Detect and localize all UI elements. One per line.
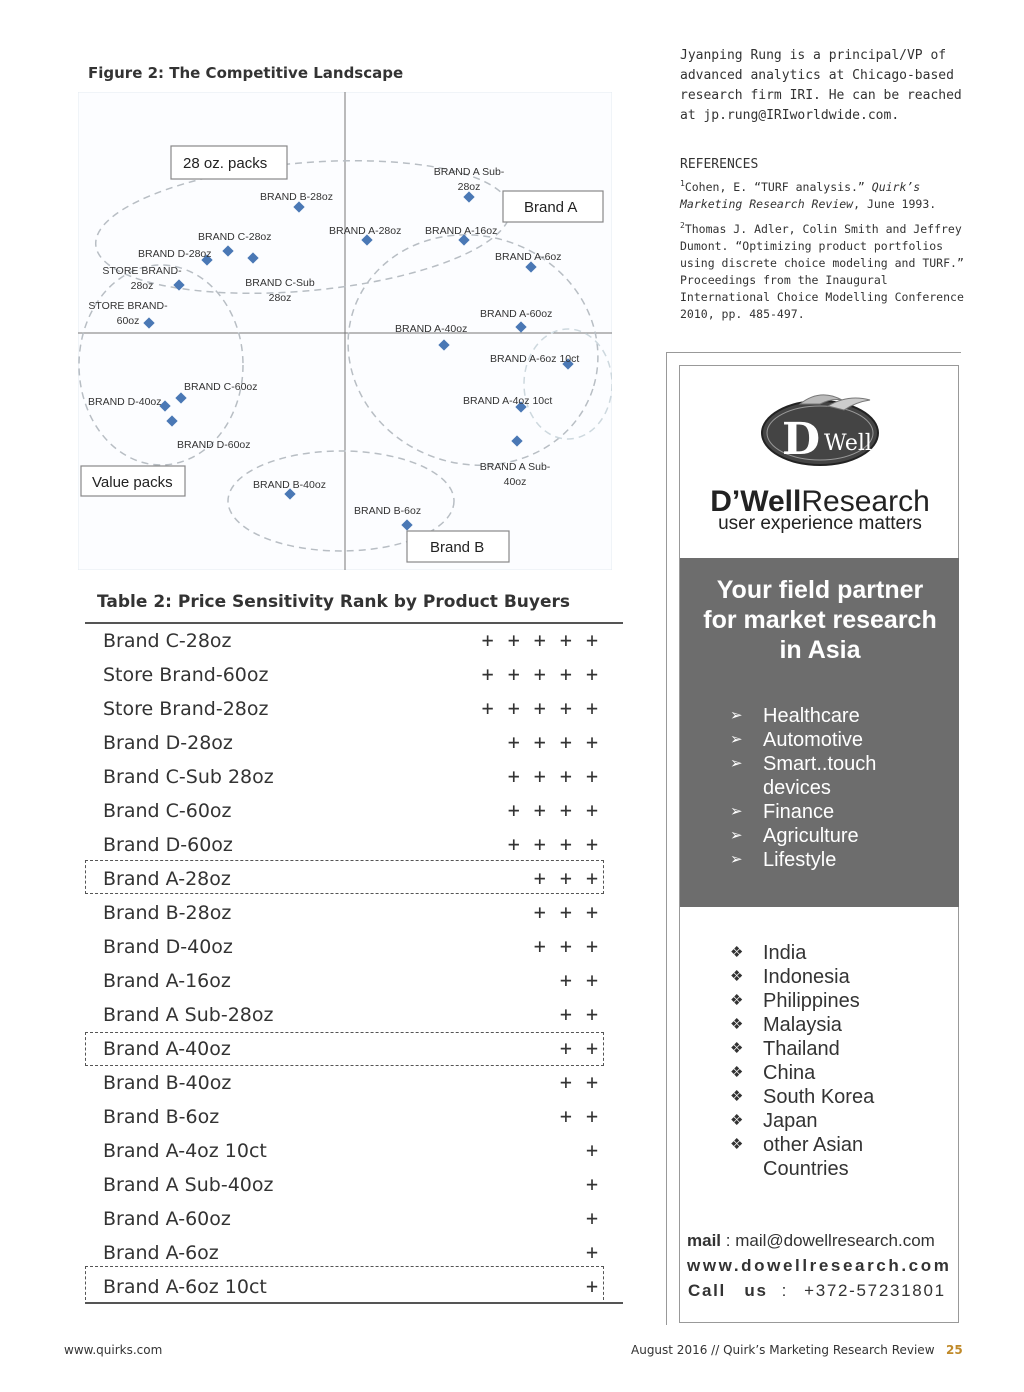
figure-title: Figure 2: The Competitive Landscape bbox=[88, 64, 404, 82]
sensitivity-rank: + bbox=[585, 1274, 599, 1298]
diamond-bullet-icon: ❖ bbox=[730, 1088, 744, 1105]
product-name: Brand A Sub-40oz bbox=[103, 1174, 274, 1196]
diamond-bullet-icon: ❖ bbox=[730, 992, 744, 1009]
product-name: Brand A-6oz 10ct bbox=[103, 1276, 267, 1298]
table-top-rule bbox=[85, 622, 623, 624]
country-item: ❖ Indonesia bbox=[730, 966, 850, 988]
sensitivity-rank: + + + bbox=[533, 866, 599, 890]
table-title: Table 2: Price Sensitivity Rank by Product Buyers bbox=[97, 592, 571, 612]
diamond-bullet-icon: ❖ bbox=[730, 944, 744, 961]
table-row bbox=[85, 1204, 623, 1238]
table-row bbox=[85, 898, 623, 932]
product-name: Store Brand-28oz bbox=[103, 698, 269, 720]
ad-tagline: user experience matters bbox=[718, 513, 922, 534]
sensitivity-rank: + + bbox=[559, 1002, 599, 1026]
ad-countries-list bbox=[730, 941, 893, 1181]
arrow-bullet-icon: ➢ bbox=[730, 827, 743, 844]
point-label: BRAND C-60oz bbox=[184, 381, 258, 393]
product-name: Brand D-40oz bbox=[103, 936, 233, 958]
sector-item: ➢ Agriculture bbox=[730, 825, 859, 847]
product-name: Brand C-60oz bbox=[103, 800, 232, 822]
point-label: BRAND D-60oz bbox=[177, 439, 251, 451]
table-row bbox=[85, 830, 623, 864]
svg-text:Well: Well bbox=[824, 431, 872, 456]
diamond-bullet-icon: ❖ bbox=[730, 1040, 744, 1057]
point-label: BRAND A Sub-40oz bbox=[479, 461, 551, 488]
country-item: ❖ Malaysia bbox=[730, 1014, 842, 1036]
point-label: BRAND D-28oz bbox=[138, 248, 212, 260]
ad-sectors-list bbox=[730, 704, 903, 872]
product-name: Brand B-40oz bbox=[103, 1072, 232, 1094]
point-label: BRAND C-Sub 28oz bbox=[245, 277, 315, 304]
diamond-bullet-icon: ❖ bbox=[730, 1064, 744, 1081]
table-row bbox=[85, 626, 623, 660]
group-label-28oz: 28 oz. packs bbox=[183, 155, 268, 172]
ad-mail: mail@dowellresearch.com bbox=[735, 1231, 935, 1250]
point-label: BRAND A-40oz bbox=[395, 323, 468, 335]
point-label: BRAND C-28oz bbox=[198, 231, 272, 243]
page-number: 25 bbox=[946, 1343, 963, 1357]
sector-item: ➢ Smart..touch devices bbox=[730, 753, 877, 799]
ad-phone-line: Call us : +372-57231801 bbox=[688, 1281, 946, 1300]
country-item: ❖ South Korea bbox=[730, 1086, 875, 1108]
sector-item: ➢ Finance bbox=[730, 801, 835, 823]
footer-issue: August 2016 // Quirk’s Marketing Research Review bbox=[631, 1343, 935, 1357]
sensitivity-rank: + + + bbox=[533, 934, 599, 958]
arrow-bullet-icon: ➢ bbox=[730, 851, 743, 868]
point-label: BRAND A-16oz bbox=[425, 225, 498, 237]
product-name: Store Brand-60oz bbox=[103, 664, 269, 686]
point-label: BRAND B-6oz bbox=[354, 505, 422, 517]
ad-website: www.dowellresearch.com bbox=[687, 1256, 952, 1275]
table-row bbox=[85, 1136, 623, 1170]
arrow-bullet-icon: ➢ bbox=[730, 731, 743, 748]
reference-1: $^1$Cohen, E. “TURF analysis.” Quirk’s Marketing Research Review, June 1993. bbox=[680, 179, 937, 211]
sensitivity-rank: + bbox=[585, 1240, 599, 1264]
reference-2: $^2$Thomas J. Adler, Colin Smith and Jeffrey Dumont. “Optimizing product portfolios using discrete choice modeling and TURF.” Proceedings from the Inaugural International Choice Modelling Conference 2010, pp. 485-497. bbox=[680, 221, 964, 321]
product-name: Brand A-40oz bbox=[103, 1038, 231, 1060]
sensitivity-rank: + + bbox=[559, 1104, 599, 1128]
sensitivity-rank: + + bbox=[559, 968, 599, 992]
sensitivity-rank: + + + + + bbox=[481, 696, 599, 720]
competitive-landscape-figure bbox=[78, 92, 612, 570]
point-label: BRAND A-60oz bbox=[480, 308, 553, 320]
point-label: BRAND A-6oz bbox=[495, 251, 562, 263]
point-label: BRAND A Sub-28oz bbox=[433, 166, 505, 193]
highlight-box-brand-a-40oz bbox=[85, 1032, 604, 1066]
sector-item: ➢ Lifestyle bbox=[730, 849, 837, 871]
product-name: Brand C-28oz bbox=[103, 630, 232, 652]
table-row bbox=[85, 694, 623, 728]
svg-text:D: D bbox=[782, 414, 821, 465]
product-name: Brand D-28oz bbox=[103, 732, 233, 754]
country-item: ❖ China bbox=[730, 1062, 816, 1084]
group-label-brand-a: Brand A bbox=[524, 199, 578, 216]
country-item: ❖ Thailand bbox=[730, 1038, 840, 1060]
sector-item: ➢ Healthcare bbox=[730, 705, 860, 727]
table-row bbox=[85, 1170, 623, 1204]
point-label: STORE BRAND-28oz bbox=[102, 265, 182, 292]
product-name: Brand B-6oz bbox=[103, 1106, 220, 1128]
point-label: BRAND A-28oz bbox=[329, 225, 402, 237]
diamond-bullet-icon: ❖ bbox=[730, 1112, 744, 1129]
country-item: ❖ India bbox=[730, 942, 807, 964]
group-label-brand-b: Brand B bbox=[430, 539, 485, 556]
country-item: ❖ Philippines bbox=[730, 990, 860, 1012]
table-bottom-rule bbox=[85, 1302, 623, 1304]
table-row bbox=[85, 762, 623, 796]
point-label: BRAND B-40oz bbox=[253, 479, 326, 491]
product-name: Brand A-60oz bbox=[103, 1208, 231, 1230]
sensitivity-rank: + + bbox=[559, 1070, 599, 1094]
table-row bbox=[85, 932, 623, 966]
product-name: Brand A-16oz bbox=[103, 970, 231, 992]
ad-brand-name: D’WellResearch bbox=[710, 485, 930, 518]
product-name: Brand A Sub-28oz bbox=[103, 1004, 274, 1026]
product-name: Brand A-6oz bbox=[103, 1242, 219, 1264]
group-label-value: Value packs bbox=[92, 474, 173, 491]
country-item: ❖ Japan bbox=[730, 1110, 818, 1132]
sector-item: ➢ Automotive bbox=[730, 729, 864, 751]
sensitivity-rank: + bbox=[585, 1206, 599, 1230]
sensitivity-rank: + + + + bbox=[507, 798, 599, 822]
point-label: BRAND A-6oz 10ct bbox=[490, 353, 580, 365]
sensitivity-rank: + + + + bbox=[507, 832, 599, 856]
diamond-bullet-icon: ❖ bbox=[730, 1016, 744, 1033]
diamond-bullet-icon: ❖ bbox=[730, 968, 744, 985]
sensitivity-rank: + + + + bbox=[507, 730, 599, 754]
table-row bbox=[85, 660, 623, 694]
table-row bbox=[85, 1000, 623, 1034]
arrow-bullet-icon: ➢ bbox=[730, 803, 743, 820]
ad-headline: Your field partner for market research in Asia bbox=[703, 576, 937, 664]
author-bio: Jyanping Rung is a principal/VP of advanced analytics at Chicago-based research firm IRI. He can be reached at jp.rung@IRIworldwide.com. bbox=[680, 48, 962, 123]
sensitivity-rank: + bbox=[585, 1138, 599, 1162]
table-row bbox=[85, 796, 623, 830]
ad-phone: +372-57231801 bbox=[804, 1281, 946, 1300]
highlight-box-brand-a-6oz-10ct bbox=[85, 1266, 604, 1300]
arrow-bullet-icon: ➢ bbox=[730, 755, 743, 772]
ad-mail-line: mail : mail@dowellresearch.com bbox=[687, 1231, 935, 1250]
product-name: Brand D-60oz bbox=[103, 834, 233, 856]
sensitivity-rank: + + + + bbox=[507, 764, 599, 788]
sensitivity-rank: + + + + + bbox=[481, 662, 599, 686]
sensitivity-rank: + bbox=[585, 1172, 599, 1196]
point-label: BRAND D-40oz bbox=[88, 396, 162, 408]
country-item: ❖ other Asian Countries bbox=[730, 1134, 864, 1180]
sensitivity-rank: + + bbox=[559, 1036, 599, 1060]
product-name: Brand A-28oz bbox=[103, 868, 231, 890]
sensitivity-rank: + + + bbox=[533, 900, 599, 924]
arrow-bullet-icon: ➢ bbox=[730, 707, 743, 724]
point-label: STORE BRAND-60oz bbox=[88, 300, 168, 327]
table-row bbox=[85, 966, 623, 1000]
table-row bbox=[85, 1102, 623, 1136]
diamond-bullet-icon: ❖ bbox=[730, 1136, 744, 1153]
point-label: BRAND A-4oz 10ct bbox=[463, 395, 553, 407]
product-name: Brand C-Sub 28oz bbox=[103, 766, 274, 788]
highlight-box-brand-a-28oz bbox=[85, 860, 604, 894]
point-label: BRAND B-28oz bbox=[260, 191, 333, 203]
table-row bbox=[85, 728, 623, 762]
table-row bbox=[85, 1068, 623, 1102]
references-heading: REFERENCES bbox=[680, 157, 759, 172]
footer-website: www.quirks.com bbox=[64, 1343, 163, 1357]
dwell-logo bbox=[760, 390, 880, 468]
sensitivity-rank: + + + + + bbox=[481, 628, 599, 652]
product-name: Brand A-4oz 10ct bbox=[103, 1140, 267, 1162]
product-name: Brand B-28oz bbox=[103, 902, 232, 924]
